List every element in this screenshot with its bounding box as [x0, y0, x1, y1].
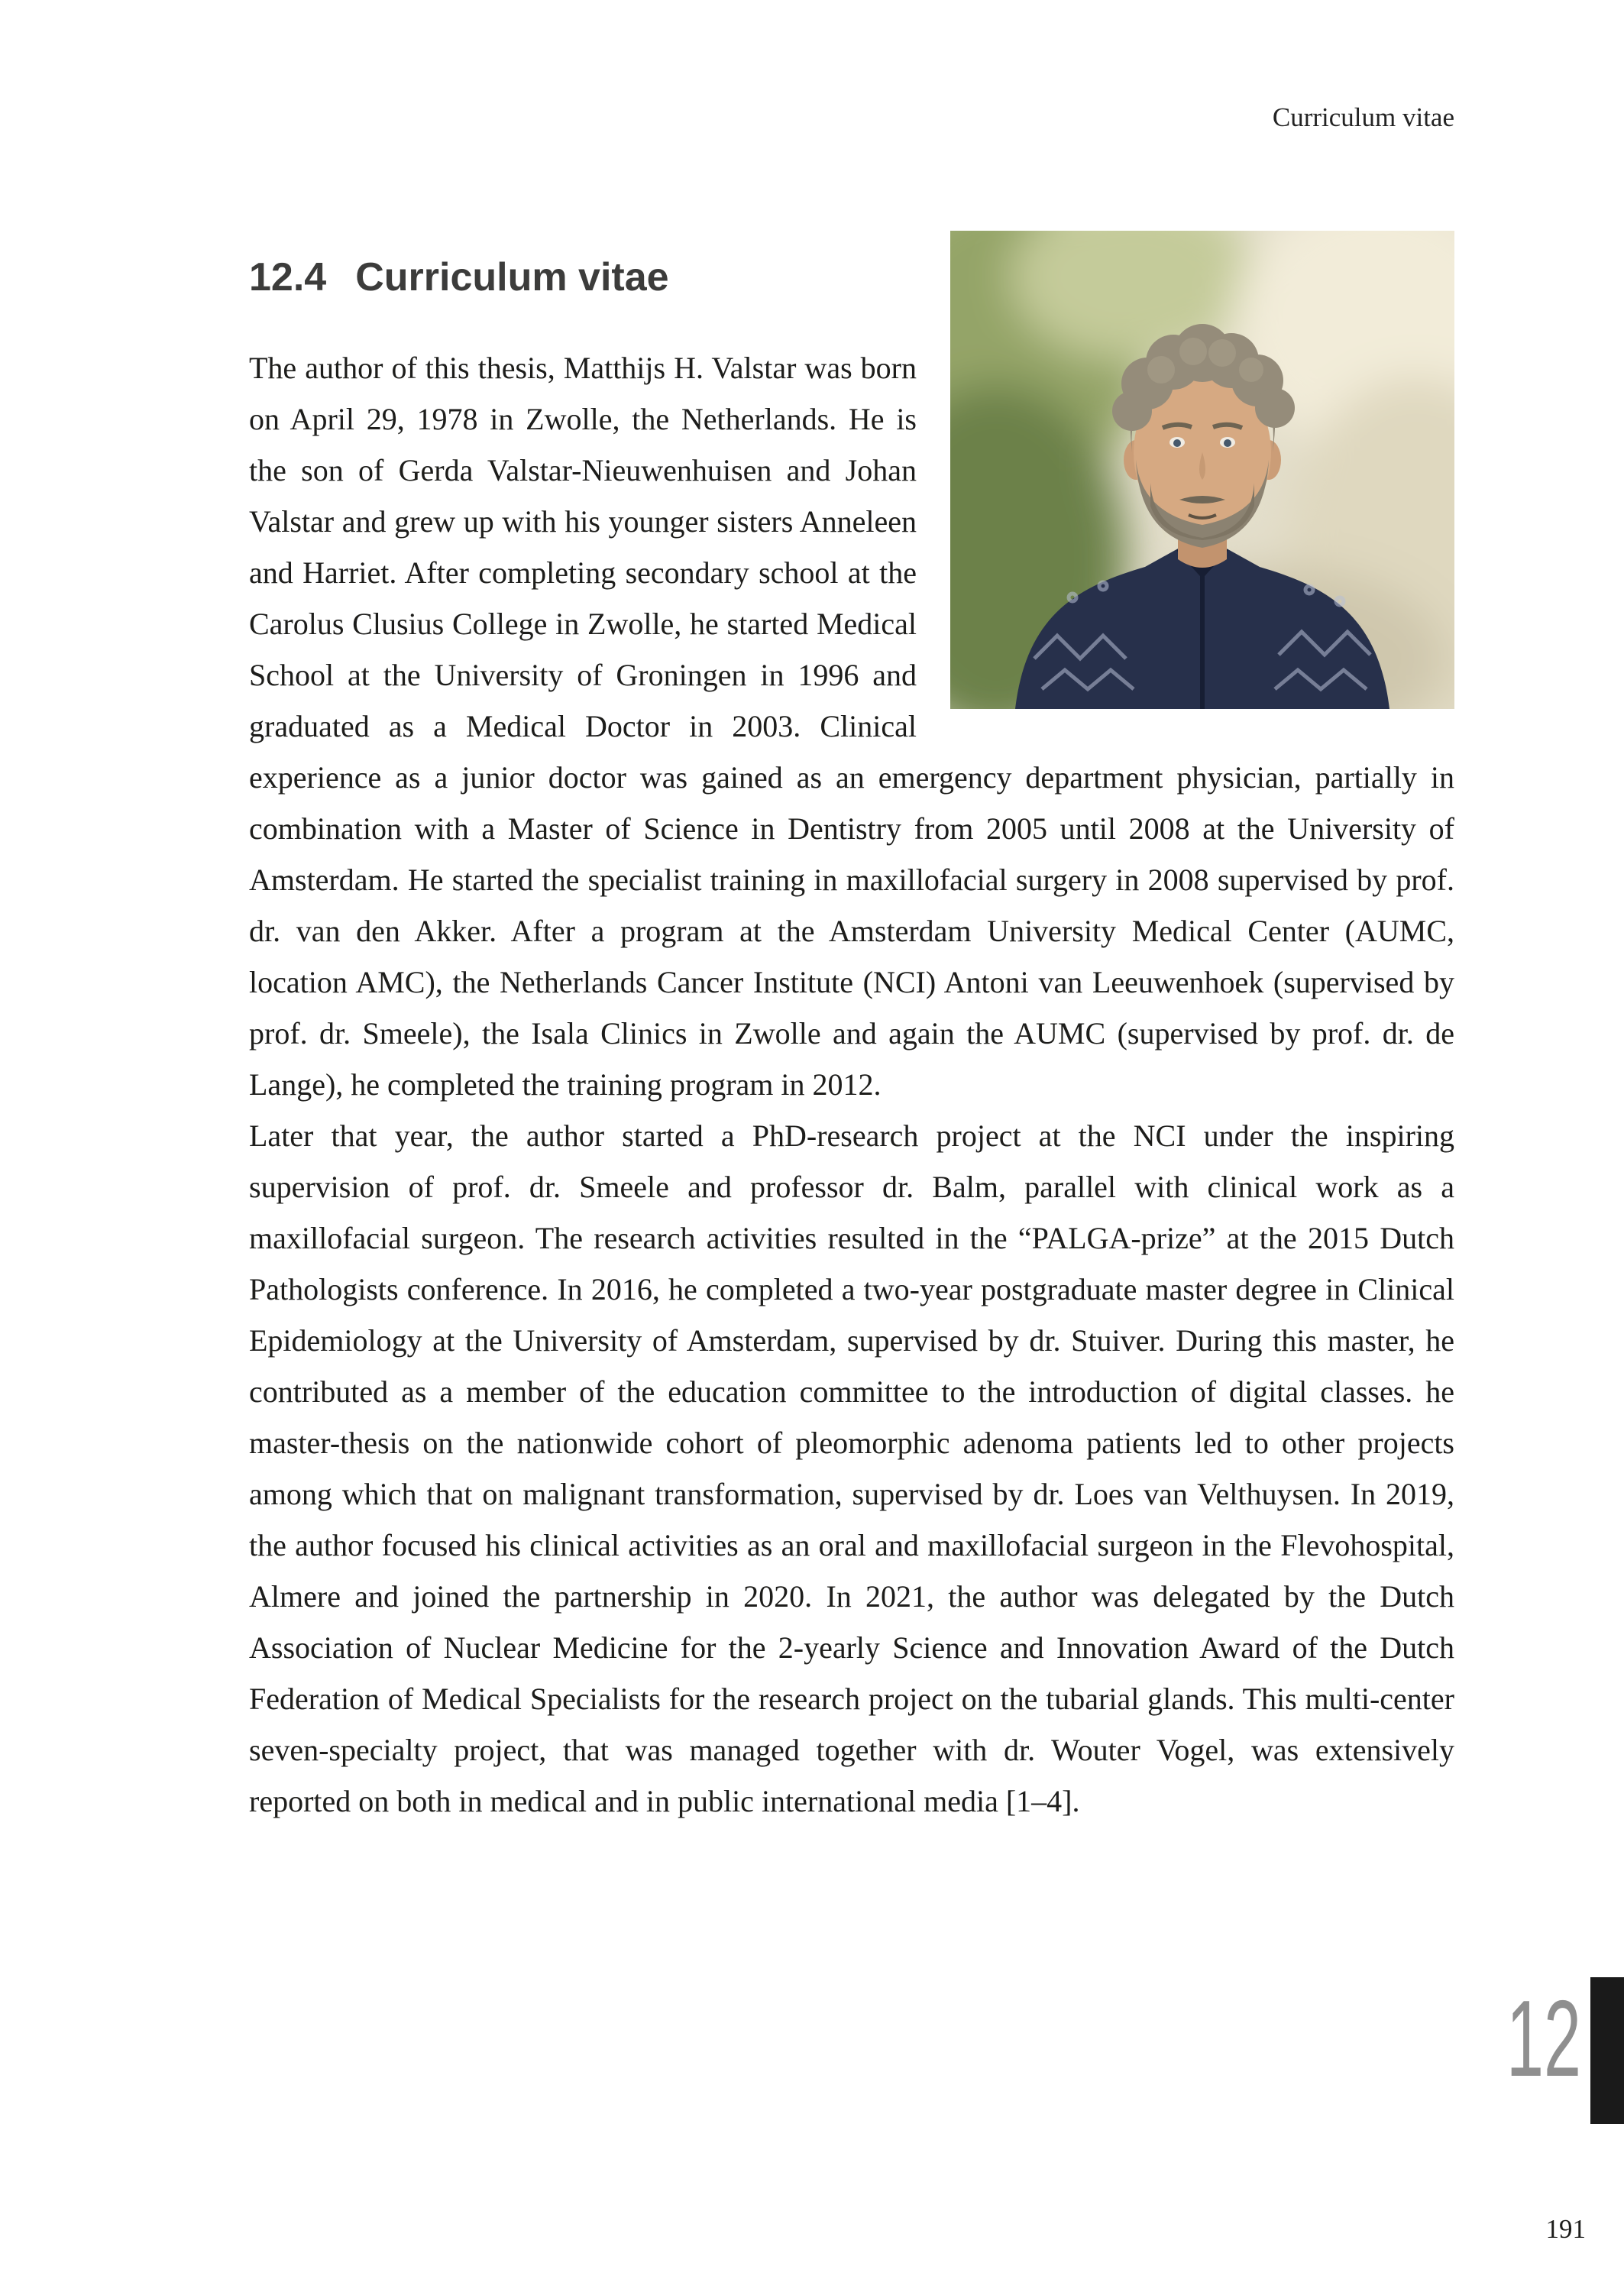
chapter-tab-number: 12 [1506, 1978, 1581, 2099]
page-content [249, 231, 1454, 1827]
section-title: Curriculum vitae [355, 255, 669, 299]
biography-paragraph-1: The author of this thesis, Matthijs H. Valstar was born on April 29, 1978 in Zwolle, the Netherlands. He is the son of Gerda Valstar-Nieuwenhuisen and Johan Valstar and grew up with his younger sisters Anneleen and Harriet. After completing secondary school at the Carolus Clusius College in Zwolle, he started Medical School at the University of Groningen in 1996 and graduated as a Medical Doctor in 2003. Clinical experience as a junior doctor was gained as an emergency department physician, partially in combination with a Master of Science in Dentistry from 2005 until 2008 at the University of Amsterdam. He started the specialist training in maxillofacial surgery in 2008 supervised by prof. dr. van den Akker. After a program at the Amsterdam University Medical Center (AUMC, location AMC), the Netherlands Cancer Institute (NCI) Antoni van Leeuwenhoek (supervised by prof. dr. Smeele), the Isala Clinics in Zwolle and again the AUMC (supervised by prof. dr. de Lange), he completed the training program in 2012. [249, 351, 1454, 1102]
section-number: 12.4 [249, 255, 327, 299]
page-number: 191 [1545, 2214, 1586, 2244]
running-header: Curriculum vitae [1272, 102, 1454, 132]
chapter-tab-bar [1590, 1977, 1624, 2124]
biography-paragraph-2: Later that year, the author started a PhD-research project at the NCI under the inspiring supervision of prof. dr. Smeele and professor dr. Balm, parallel with clinical work as a maxillofacial surgeon. The research activities resulted in the “PALGA-prize” at the 2015 Dutch Pathologists conference. In 2016, he completed a two-year postgraduate master degree in Clinical Epidemiology at the University of Amsterdam, supervised by dr. Stuiver. During this master, he contributed as a member of the education committee to the introduction of digital classes. he master-thesis on the nationwide cohort of pleomorphic adenoma patients led to other projects among which that on malignant transformation, supervised by dr. Loes van Velthuysen. In 2019, the author focused his clinical activities as an oral and maxillofacial surgeon in the Flevohospital, Almere and joined the partnership in 2020. In 2021, the author was delegated by the Dutch Association of Nuclear Medicine for the 2-yearly Science and Innovation Award of the Dutch Federation of Medical Specialists for the research project on the tubarial glands. This multi-center seven-specialty project, that was managed together with dr. Wouter Vogel, was extensively reported on both in medical and in public international media [1–4]. [249, 1118, 1454, 1819]
author-portrait-photo [950, 231, 1454, 709]
author-portrait-illustration [950, 231, 1454, 709]
